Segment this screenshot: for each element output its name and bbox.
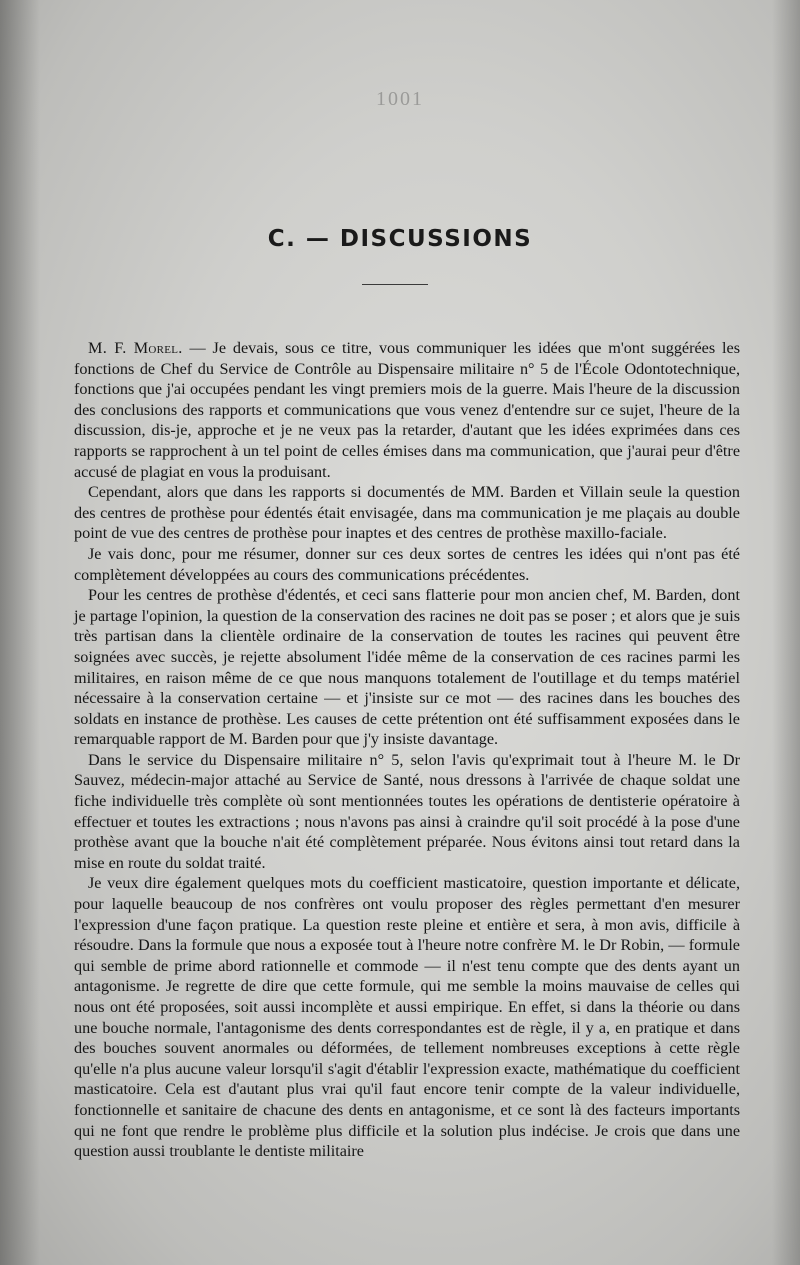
paragraph: Je vais donc, pour me résumer, donner sur ces deux sortes de centres les idées qui n'ont pas été complètement développées au cours des communications précédentes. — [74, 544, 740, 584]
page-number: 1001 — [376, 88, 424, 110]
paragraph-text: — Je devais, sous ce titre, vous communiquer les idées que m'ont suggérées les fonctions de Chef du Service de Contrôle au Dispensaire militaire n° 5 de l'École Odontotechnique, fonctions que j'ai occupées pendant les vingt premiers mois de la guerre. Mais l'heure de la discussion des conclusions des rapports et communications que vous venez d'entendre sur ce sujet, l'heure de la discussion, dis-je, approche et je ne veux pas la retarder, d'autant que les idées exprimées dans ces rapports se rapprochent à un tel point de celles émises dans ma communication, que j'aurai peur d'être accusé de plagiat en vous la produisant. — [74, 339, 740, 481]
paragraph: Je veux dire également quelques mots du coefficient masticatoire, question importante et délicate, pour laquelle beaucoup de nos confrères ont voulu proposer des règles permettant d'en mesurer l'expression d'une façon pratique. La question reste pleine et entière et sera, à mon avis, difficile à résoudre. Dans la formule que nous a exposée tout à l'heure notre confrère M. le Dr Robin, — formule qui semble de prime abord rationnelle et commode — il n'est tenu compte que des dents ayant un antagonisme. Je regrette de dire que cette formule, qui me semble la moins mauvaise de celles qui nous ont été proposées, soit aussi incomplète et aussi empirique. En effet, si dans la théorie ou dans une bouche normale, l'antagonisme des dents correspondantes est de règle, il y a, en pratique et dans des bouches souvent anormales ou déformées, de tellement nombreuses exceptions à cette règle qu'elle n'a plus aucune valeur lorsqu'il s'agit d'établir l'expression exacte, mathématique du coefficient masticatoire. Cela est d'autant plus vrai qu'il faut encore tenir compte de la valeur individuelle, fonctionnelle et sanitaire de chacune des dents en antagonisme, et ce sont là des facteurs importants qui ne font que rendre le problème plus difficile et la solution plus indécise. Je crois que dans une question aussi troublante le dentiste militaire — [74, 874, 740, 1161]
page-gutter-shadow — [0, 0, 40, 1265]
title-divider — [362, 284, 428, 285]
paragraph: Dans le service du Dispensaire militaire n° 5, selon l'avis qu'exprimait tout à l'heure M. le Dr Sauvez, médecin-major attaché au Service de Santé, nous dressons à l'arrivée de chaque soldat une fiche individuelle très complète où sont mentionnées toutes les opérations de dentisterie opératoire à effectuer et toutes les extractions ; nous n'avons pas ainsi à craindre qu'il soit procédé à la pose d'une prothèse avant que la bouche n'ait été complètement préparée. Nous évitons ainsi tout retard dans la mise en route du soldat traité. — [74, 750, 740, 872]
paragraph — [74, 338, 740, 482]
paragraph: Cependant, alors que dans les rapports si documentés de MM. Barden et Villain seule la question des centres de prothèse pour édentés était envisagée, dans ma communication je me plaçais au double point de vue des centres de prothèse pour inaptes et des centres de prothèse maxillo-faciale. — [74, 483, 740, 543]
section-title: C. — DISCUSSIONS — [267, 226, 533, 252]
discussion-body — [74, 338, 740, 1162]
page-edge-shadow — [772, 0, 800, 1265]
paragraph: Pour les centres de prothèse d'édentés, et ceci sans flatterie pour mon ancien chef, M. Barden, dont je partage l'opinion, la question de la conservation des racines ne doit pas se poser ; et alors que je suis très partisan dans la clientèle ordinaire de la conservation de toutes les racines qui peuvent être soignées avec succès, je rejette absolument l'idée même de la conservation de ces racines parmi les militaires, en raison même de ce que nous manquons totalement de l'outillage et du temps matériel nécessaire à la conservation certaine — et j'insiste sur ce mot — des racines dans les bouches des soldats en instance de prothèse. Les causes de cette prétention ont été suffisamment exposées dans le remarquable rapport de M. Barden pour que j'y insiste davantage. — [74, 586, 740, 749]
speaker-name: M. F. Morel. — [88, 339, 183, 357]
